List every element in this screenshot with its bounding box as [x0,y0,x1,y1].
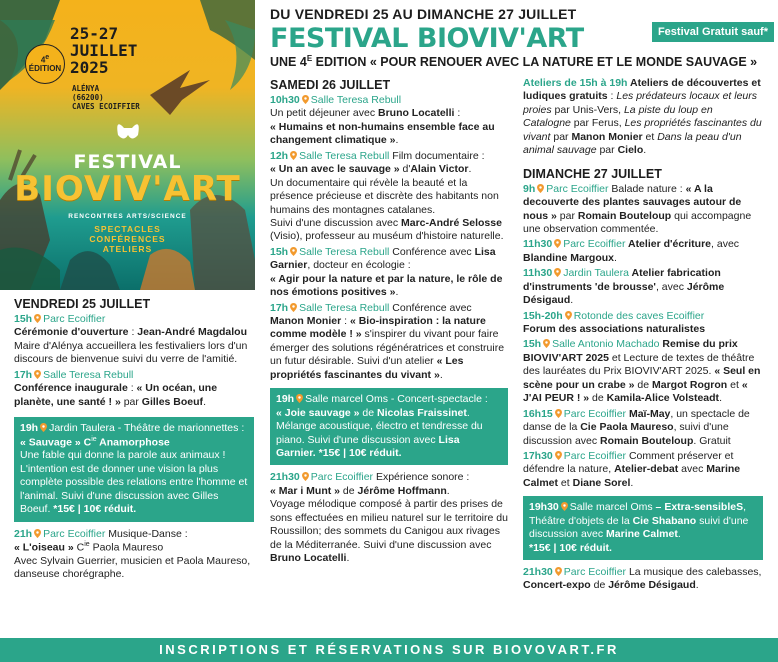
location-pin-icon [290,303,297,312]
text: et [642,130,658,143]
poster-festival-name: BIOVIV'ART [14,169,241,209]
event-time: 12h [270,149,289,162]
event-person: Bruno Locatelli [270,552,347,564]
event-time: 19h [276,393,295,406]
location-pin-icon [554,239,561,248]
event-quote: « A la decouverte des plantes sauvages autour de nous » [523,182,742,222]
location-pin-icon [34,529,41,538]
edition-sup: e [45,54,50,61]
event-person: Romain Bouteloup [577,209,672,222]
event-company: Cie Paola Maureso [580,421,674,434]
event-person: Bruno Locatelli [377,107,455,120]
sep: : [454,107,461,120]
text: par Ferus, [570,117,625,130]
event-quote: « Joie sauvage » [276,406,360,419]
type: Balade nature : [608,182,686,195]
event-location: Salle Antonio Machado [552,338,660,351]
event-person: Gilles Boeuf [141,395,204,408]
event-person: Lisa Garnier [270,245,496,272]
location-pin-icon [561,502,568,511]
event-person: Jean-André Magdalou [137,326,247,339]
text: de [590,579,609,592]
event-location: Parc Ecoiffier [310,471,374,484]
friday-column [14,296,254,584]
event-person: Marine Calmet [523,463,741,489]
location-pin-icon [290,151,297,160]
event-time: 17h30 [523,449,553,462]
sunday-event-6 [523,408,763,448]
event-company: Paola Maureso [89,541,164,554]
event-time: Ateliers de 15h à 19h [523,77,628,89]
edition-word: ÉDITION [28,64,62,74]
by: par [556,209,578,222]
header-title: FESTIVAL BIOVIV'ART [270,22,584,54]
location-pin-icon [40,423,47,432]
location-pin-icon [555,409,562,418]
event-time: 21h30 [523,566,553,578]
event-quote: « Bio-inspiration : la nature comme modèle ! » [270,315,486,341]
poster-festival-word: FESTIVAL [73,151,182,173]
poster-venue: CAVES ECOIFFIER [72,102,140,111]
event-time: 15h [270,245,289,258]
event-price: . *15€ | 10€ réduit. [312,446,402,459]
event-text: Suivi d'une discussion avec [270,216,401,229]
free-festival-badge: Festival Gratuit sauf* [652,22,774,42]
event-price: *15€ | 10€ réduit. [53,503,137,516]
event-person: Manon Monier [270,315,342,327]
event-person: Kamila-Alice Volsteadt [606,392,720,405]
event-time: 21h [14,527,33,540]
event-location: Parc Ecoiffier [563,407,627,420]
poster-line-spectacles: SPECTACLES [94,224,161,234]
text: , avec [655,280,687,293]
event-text: qui accompagne une observation commentée. [523,209,752,235]
saturday-event-2 [270,150,508,244]
company-sup: ie [84,541,90,549]
event-text: s'inspirer du vivant pour faire émerger des solutions régénératrices et construire un futur désirable. Suivi d'un atelier [270,328,505,368]
event-time: 17h [14,368,33,381]
sep: : [128,326,138,339]
poster-postcode: (66200) [72,93,104,102]
event-title: Maï-May [626,407,671,420]
event-time: 16h15 [523,407,553,420]
end: . [395,134,399,147]
event-location: Parc Ecoiffier [563,566,627,578]
company-c: C [80,436,92,448]
event-person: Jérôme Hoffmann [357,484,447,497]
event-person: Blandine Margoux [523,251,615,264]
type: - Concert-spectacle : [387,393,488,406]
event-location: Parc Ecoiffier [563,238,626,251]
sunday-event-2 [523,238,763,265]
footer-reservations-link[interactable]: INSCRIPTIONS ET RÉSERVATIONS SUR BIOVOVART.FR [0,638,778,662]
event-location: Salle marcel Oms [569,501,653,514]
event-title: Cérémonie d'ouverture [14,326,129,339]
poster-place [72,84,140,111]
saturday-event-4 [270,302,508,383]
location-pin-icon [296,394,303,403]
end: . [395,286,399,299]
type: Musique-Danse : [105,527,188,540]
by: de [634,378,652,391]
friday-event-1 [14,313,254,367]
sunday-event-4 [523,310,763,337]
event-location: Salle Teresa Rebull [299,245,390,258]
location-pin-icon [302,472,309,481]
end: . [466,406,470,419]
event-location: Parc Ecoiffier [546,182,609,195]
event-company: Cie Shabano [632,514,697,527]
edition-b: EDITION « POUR RENOUER AVEC LA NATURE ET LE MONDE SAUVAGE » [312,55,758,70]
text: , Théâtre d'objets de la [529,501,747,527]
company-c: C [73,541,85,554]
poster-line-conferences: CONFÉRENCES [89,234,166,245]
and: et [727,378,742,391]
event-time: 17h [270,301,289,314]
by: de [359,406,377,419]
edition-number: 4 [40,55,46,65]
location-pin-icon [537,184,544,193]
event-time: 21h30 [270,471,300,484]
saturday-column [270,77,508,567]
by: de [589,392,607,405]
end: . [614,251,617,264]
end: . [346,552,350,564]
end: . [695,579,699,592]
location-pin-icon [290,247,297,256]
event-person: Nicolas Fraissinet [376,406,467,419]
event-time: 19h [20,422,39,435]
location-pin-icon [555,567,562,576]
by: d' [399,163,411,176]
company-sup: ie [91,435,97,443]
event-company: Anamorphose [96,436,170,448]
saturday-title: SAMEDI 26 JUILLET [270,78,391,92]
event-person: Marine Calmet [606,528,678,541]
text: par [550,130,572,143]
workshop-4: Dans la peau d'un animal sauvage [523,130,742,157]
event-location: Salle Teresa Rebull [310,94,402,106]
workshop-1: Les prédateurs locaux et leurs proies [523,90,758,116]
location-pin-icon [34,314,41,323]
intro: - Théâtre de marionnettes : [114,422,245,435]
header-edition-line [270,54,775,70]
poster-activities [0,224,255,255]
type: Film documentaire : [389,149,485,162]
event-quote: « Mar i Munt » [270,484,341,497]
sunday-event-8 [523,566,763,593]
event-location: Parc Ecoiffier [43,313,106,325]
event-text: , docteur en écologie : [307,259,411,272]
event-title: Atelier d'écriture [625,238,712,251]
text: avec [678,463,707,476]
event-title: Ateliers de découvertes et ludiques gratuits [523,77,761,103]
event-location: Jardin Taulera [49,422,115,435]
event-person: Jérôme Désigaud [523,280,725,307]
text: suivi d'une discussion avec [529,514,749,541]
event-quote: « Un an avec le sauvage » [270,163,400,176]
friday-event-2 [14,369,254,409]
location-pin-icon [543,339,550,348]
location-pin-icon [555,451,562,460]
sunday-title: DIMANCHE 27 JUILLET [523,166,662,181]
text: par [596,144,618,157]
event-quote: « J'AI PEUR ! » [523,378,748,405]
event-location: Parc Ecoiffier [563,449,627,462]
event-title: Forum des associations naturalistes [523,323,706,335]
event-location: Salle Teresa Rebull [299,149,390,162]
sunday-event-7 [523,450,763,490]
type: Conférence avec [389,245,475,258]
text: par Unis-Vers, [551,103,624,116]
event-location: Salle Teresa Rebull [43,368,134,381]
event-location: Salle marcel Oms [305,393,388,406]
event-quote: « Humains et non-humains ensemble face au changement climatique » [270,120,495,147]
event-person: Romain Bouteloup [600,434,694,447]
header-dates: DU VENDREDI 25 AU DIMANCHE 27 JUILLET [270,6,577,22]
end: . [468,163,472,176]
poster-subtitle: RENCONTRES ARTS/SCIENCE [68,213,187,220]
sunday-ticketed-event [523,496,763,560]
event-text: Une fable qui donne la parole aux animaux ! L'intention est de donner une vision la plus complète possible des relations entre l'homme et l'animal. Suivi d'une discussion avec Gilles Boeuf. [20,449,248,516]
event-text: Un petit déjeuner avec [270,107,378,120]
sunday-event-1 [523,183,763,237]
event-time: 15h [523,338,542,351]
event-text: Voyage mélodique composé à partir des prises de sons effectuées en milieu naturel sur le territoire du Roussillon; des sommets du Canigou aux rivages de la Méditerranée. Suivi d'une discussion avec [270,498,508,551]
location-pin-icon [302,95,309,104]
sunday-event-5 [523,338,763,405]
poster-month: JUILLET [70,40,138,60]
event-person: Manon Monier [571,130,643,143]
event-location: Parc Ecoiffier [43,527,106,540]
event-person: Margot Rogron [651,378,728,391]
text: , suivi d'une discussion avec [523,421,729,447]
event-title: Atelier fabrication d'instruments 'de brousse' [523,267,721,293]
edition-sup-e: E [306,54,313,64]
event-text: Maire d'Alénya accueillera les festivaliers lors d'un discours de bienvenue suivi du verre de l'amitié. [14,339,248,366]
saturday-event-1 [270,94,508,148]
right-column [523,77,763,595]
type: Conférence avec [389,301,472,314]
sep: : [341,315,350,327]
end: . [630,476,634,489]
event-title: Atelier-debat [614,463,679,476]
poster-line-ateliers: ATELIERS [102,244,153,255]
friday-event-3 [14,528,254,582]
event-quote: « Un océan, une planète, une santé ! » [14,382,218,408]
event-location: Salle Teresa Rebull [299,301,390,314]
workshop-3: Les propriétés fascinantes du vivant [523,117,762,143]
saturday-event-3 [270,246,508,300]
event-time: 9h [523,182,536,195]
event-time: 11h30 [523,238,553,251]
event-time: 15h-20h [523,309,563,322]
type: Expérience sonore : [373,471,470,484]
sunday-event-3 [523,267,763,307]
event-title: Concert-expo [523,579,591,592]
event-location: Rotonde des caves Ecoiffier [573,309,705,322]
event-title: « Sauvage » [20,436,81,448]
text: La musique des calebasses, [626,566,762,578]
event-text: (Visio), professeur au muséum d'histoire naturelle. [270,230,504,243]
end: . [203,395,206,408]
event-time: 19h30 [529,501,559,514]
end: . Gratuit [693,434,731,447]
event-time: 11h30 [523,267,553,280]
sep: : [607,90,617,103]
location-pin-icon [554,268,561,277]
event-person: Lisa Garnier [276,433,460,459]
event-title: Remise du prix BIOVIV'ART 2025 [523,338,738,364]
ateliers-block [523,77,763,158]
event-time: 15h [14,313,33,325]
location-pin-icon [565,311,572,320]
event-title: Conférence inaugurale [14,382,128,395]
event-time: 10h30 [270,94,300,106]
text: Comment préserver et défendre la nature, [523,449,734,476]
friday-title: VENDREDI 25 JUILLET [14,297,151,311]
end: . [570,294,574,307]
friday-ticketed-event [14,417,254,522]
event-quote: « Seul en scène pour un crabe » [523,365,761,391]
edition-a: UNE 4 [270,55,307,70]
par: par [120,395,142,408]
end: . [677,528,681,541]
end: . [719,392,722,405]
event-quote: « Agir pour la nature et par la nature, le rôle de nos émotions positives » [270,272,503,299]
by: de [340,484,358,497]
event-price: *15€ | 10€ réduit. [529,541,612,554]
event-text: Avec Sylvain Guerrier, musicien et Paola Maureso, danseuse chorégraphe. [14,555,251,581]
end: . [643,144,647,157]
event-title: – Extra-sensibleS [652,501,744,514]
event-title: « L'oiseau » [14,541,74,554]
saturday-event-5 [270,471,508,565]
event-person: Marc-André Selosse [401,216,502,229]
end: . [446,484,450,497]
event-person: Alain Victor [410,163,469,176]
sep: : [127,382,137,395]
end: . [439,368,443,381]
event-person: Cielo [617,144,644,157]
location-pin-icon [34,370,41,379]
event-text: et Lecture de textes de théâtre des lauréates du Prix BIOVIV'ART 2025. [523,351,755,378]
event-person: Diane Sorel [572,476,631,489]
text: , avec [711,238,740,251]
saturday-ticketed-event [270,388,508,465]
poster-day-range: 25-27 [70,24,119,43]
poster-edition-badge [25,44,65,84]
festival-poster [0,0,255,290]
poster-town: ALÉNYA [72,84,100,93]
workshop-2: La piste du loup en Catalogne [523,103,713,130]
event-location: Jardin Taulera [563,267,629,280]
poster-year: 2025 [70,57,109,77]
text: , un spectacle de danse de la [523,407,750,434]
and: et [558,476,573,489]
event-quote: « Les propriétés fascinantes du vivant » [270,355,464,381]
event-text: Mélange acoustique, électro et tendresse du piano. Suivi d'une discussion avec [276,420,483,446]
event-person: Jérôme Désigaud [608,579,696,592]
poster-dates [70,26,137,76]
event-text: Un documentaire qui révèle la beauté et la présence précieuse et discrète des habitants non humains des montagnes catalanes. [270,176,499,216]
